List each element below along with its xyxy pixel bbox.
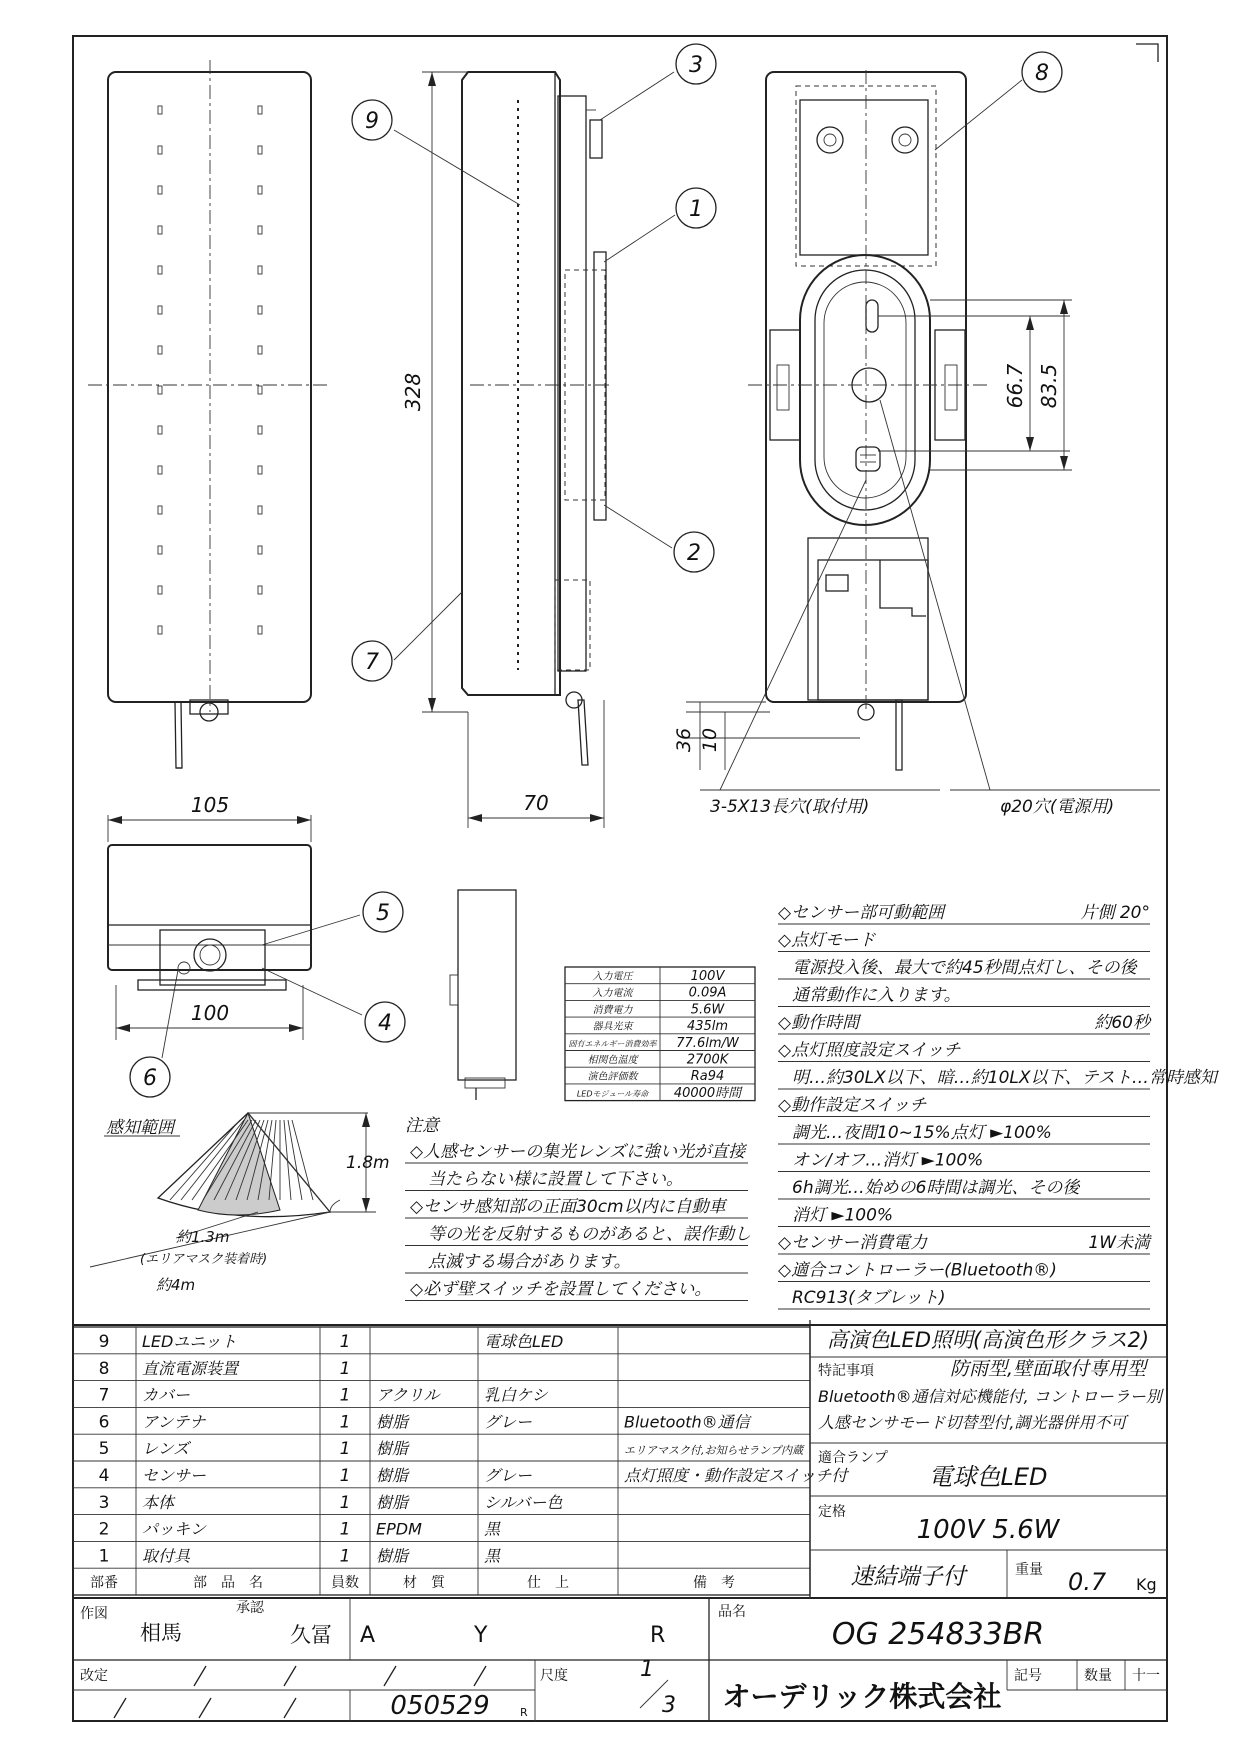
part-remark: Bluetooth®通信 [624, 1412, 750, 1432]
caution-title: 注意 [405, 1116, 439, 1136]
callout-label-5: 5 [376, 901, 390, 926]
spec-row [593, 986, 727, 1001]
right-note-value: 1W未満 [1088, 1233, 1150, 1253]
callout-label-2: 2 [687, 541, 701, 566]
part-finish: 黒 [484, 1519, 501, 1539]
scale-numerator: 1 [640, 1657, 654, 1682]
right-note-line [792, 986, 961, 1006]
parts-header-cell: 部番 [90, 1575, 118, 1592]
callout-label-7: 7 [365, 650, 379, 675]
callout-4 [365, 1002, 405, 1042]
product-label: 品名 [718, 1604, 746, 1620]
right-note-text: 電源投入後、最大で約45秒間点灯し、その後 [792, 958, 1137, 978]
right-note-line [778, 931, 876, 951]
parts-row [99, 1520, 501, 1540]
part-material: 樹脂 [376, 1466, 409, 1485]
parts-header-cell: 仕 上 [527, 1575, 569, 1592]
callout-label-4: 4 [378, 1011, 392, 1036]
part-number: 9 [98, 1332, 110, 1352]
right-note-line [792, 1206, 893, 1226]
dim-depth: 70 [523, 791, 549, 815]
parts-row [99, 1546, 501, 1566]
revision-label: 改定 [80, 1668, 108, 1684]
callout-label-1: 1 [689, 197, 703, 222]
callout-label-9: 9 [365, 109, 379, 134]
special-3: 人感センサモード切替型付,調光器併用不可 [818, 1413, 1127, 1432]
weight-value: 0.7 [1068, 1568, 1107, 1596]
part-qty: 1 [339, 1546, 351, 1567]
caution-line: 等の光を反射するものがあると、誤作動し [428, 1224, 751, 1245]
company-name: オーデリック株式会社 [722, 1680, 1002, 1713]
callout-label-6: 6 [143, 1066, 157, 1091]
spec-row [569, 1036, 740, 1051]
scale-denominator: 3 [662, 1693, 676, 1718]
sensing-title: 感知範囲 [106, 1118, 174, 1138]
caution-line: ◇センサ感知部の正面30cm以内に自動車 [410, 1197, 726, 1217]
parts-row [99, 1466, 850, 1486]
ayr-y: Y [474, 1623, 488, 1648]
spec-value: Ra94 [690, 1069, 725, 1085]
part-finish: シルバー色 [484, 1492, 563, 1512]
part-material: 樹脂 [376, 1546, 409, 1566]
mount-hole-label: 3-5X13長穴(取付用) [710, 797, 870, 817]
part-finish: 電球色LED [484, 1332, 564, 1351]
spec-value: 40000時間 [673, 1085, 742, 1101]
callout-5 [363, 892, 403, 932]
parts-row [99, 1412, 753, 1432]
callout-7 [352, 641, 392, 681]
sheet-mark: 十一 [1132, 1668, 1160, 1684]
part-material: 樹脂 [376, 1412, 409, 1432]
special-2: Bluetooth®通信対応機能付, コントローラー別 [818, 1387, 1162, 1406]
right-note-text: ◇センサー消費電力 [778, 1233, 928, 1253]
callout-label-8: 8 [1035, 61, 1049, 86]
range-r1: 約1.3m [176, 1228, 230, 1246]
approved-label: 承認 [236, 1600, 264, 1616]
callout-group [130, 44, 1062, 1097]
callout-8 [1022, 52, 1062, 92]
date-value: 050529 [390, 1691, 490, 1721]
callout-9 [352, 100, 392, 140]
front-view [88, 60, 330, 768]
weight-unit: Kg [1136, 1575, 1157, 1594]
dim-100: 100 [190, 1001, 230, 1025]
weight-label: 重量 [1015, 1562, 1043, 1578]
lamp-value: 電球色LED [928, 1463, 1048, 1491]
right-note-text: ◇点灯モード [778, 930, 876, 951]
rating-label: 定格 [818, 1504, 846, 1520]
part-remark: エリアマスク付,お知らせランプ内蔵 [624, 1444, 804, 1458]
rating-value: 100V 5.6W [916, 1515, 1060, 1545]
right-note-text: 調光…夜間10~15%点灯 ►100% [792, 1123, 1052, 1143]
right-note-line [778, 903, 1150, 923]
spec-label: 入力電流 [592, 988, 633, 1000]
caution-line: 点滅する場合があります。 [428, 1252, 631, 1272]
dim-10: 10 [699, 727, 721, 753]
part-name: センサー [142, 1466, 207, 1485]
part-material: 樹脂 [376, 1492, 409, 1512]
right-note-text: 明…約30LX以下、暗…約10LX以下、テスト…常時感知 [792, 1068, 1217, 1088]
part-finish: グレー [484, 1466, 533, 1485]
spec-value: 2700K [686, 1052, 729, 1068]
spec-value: 0.09A [688, 985, 727, 1001]
part-number: 2 [98, 1519, 110, 1540]
spec-value: 77.6lm/W [676, 1035, 739, 1051]
right-note-line [778, 1233, 1152, 1253]
right-notes [778, 903, 1220, 1309]
parts-header-cell: 員数 [331, 1575, 359, 1592]
right-note-line [778, 1261, 1057, 1281]
right-note-line [792, 958, 1139, 978]
date-suffix: R [520, 1706, 528, 1719]
right-note-line [778, 1096, 927, 1116]
power-hole-label: φ20穴(電源用) [1000, 797, 1115, 817]
dim-83-5: 83.5 [1037, 363, 1061, 409]
parts-header-cell: 部 品 名 [193, 1575, 263, 1592]
small-side-view [450, 890, 516, 1100]
part-qty: 1 [339, 1358, 351, 1379]
spec-label: LEDモジュール寿命 [576, 1089, 649, 1099]
right-note-line [778, 1041, 961, 1061]
part-name: アンテナ [142, 1412, 206, 1432]
part-finish: グレー [484, 1412, 533, 1432]
symbol-label: 記号 [1014, 1668, 1042, 1684]
part-finish: 黒 [484, 1546, 501, 1566]
caution-line: ◇必ず壁スイッチを設置してください。 [410, 1279, 712, 1300]
spec-label: 入力電圧 [592, 971, 633, 983]
bottom-view [108, 793, 311, 1040]
part-number: 1 [98, 1546, 110, 1567]
product-name: OG 254833BR [831, 1617, 1045, 1652]
part-name: 直流電源装置 [142, 1358, 239, 1378]
back-view [673, 70, 1160, 817]
special-label: 特記事項 [818, 1363, 874, 1379]
part-qty: 1 [339, 1332, 351, 1352]
spec-value: 100V [690, 969, 725, 984]
part-name: 本体 [142, 1492, 175, 1512]
side-view [401, 72, 610, 828]
category-label: 高演色LED照明(高演色形クラス2) [826, 1328, 1150, 1352]
right-note-text: オン/オフ…消灯 ►100% [792, 1150, 984, 1171]
sensing-range-diagram [90, 1113, 390, 1294]
part-name: LEDユニット [142, 1332, 237, 1351]
scale-label: 尺度 [540, 1668, 568, 1684]
spec-table [565, 967, 755, 1101]
callout-6 [130, 1057, 170, 1097]
drawn-name: 相馬 [140, 1621, 182, 1645]
part-name: 取付具 [142, 1546, 191, 1566]
callout-label-3: 3 [689, 53, 703, 78]
spec-row [593, 969, 726, 984]
right-note-text: ◇動作時間 [778, 1013, 860, 1033]
part-qty: 1 [339, 1439, 351, 1460]
right-note-line [792, 1068, 1220, 1088]
parts-row [99, 1332, 564, 1352]
right-note-text: ◇点灯照度設定スイッチ [778, 1040, 961, 1061]
part-name: レンズ [142, 1439, 190, 1459]
spec-label: 相関色温度 [587, 1055, 638, 1066]
part-number: 3 [98, 1492, 110, 1513]
right-note-line [792, 1288, 946, 1308]
spec-label: 演色評価数 [587, 1071, 638, 1083]
part-qty: 1 [339, 1466, 351, 1486]
spec-row [588, 1069, 725, 1084]
ayr-a: A [360, 1623, 376, 1648]
part-remark: 点灯照度・動作設定スイッチ付 [624, 1466, 848, 1485]
callout-2 [674, 532, 714, 572]
parts-table [73, 1327, 849, 1595]
approved-name: 久冨 [290, 1623, 332, 1647]
range-r2: 約4m [156, 1276, 196, 1294]
parts-row [99, 1439, 806, 1459]
parts-header-cell: 備 考 [693, 1575, 735, 1592]
spec-label: 固有エネルギー消費効率 [568, 1039, 657, 1049]
part-name: カバー [142, 1385, 191, 1405]
right-note-line [792, 1151, 983, 1171]
dim-36: 36 [673, 727, 695, 753]
right-note-text: 6h調光…始めの6時間は調光、その後 [792, 1178, 1080, 1198]
terminal-label: 速結端子付 [850, 1564, 966, 1590]
right-note-line [792, 1178, 1081, 1198]
part-number: 5 [98, 1439, 110, 1460]
right-note-value: 片側 20° [1080, 903, 1150, 923]
right-note-text: ◇動作設定スイッチ [778, 1095, 927, 1116]
dim-66-7: 66.7 [1003, 363, 1027, 409]
right-note-line [792, 1123, 1052, 1143]
count-label: 数量 [1084, 1668, 1112, 1684]
right-note-text: ◇適合コントローラー(Bluetooth®) [778, 1260, 1057, 1281]
range-r1-note: (エリアマスク装着時) [140, 1252, 268, 1267]
dim-height: 328 [401, 372, 425, 412]
range-height: 1.8m [346, 1153, 390, 1173]
part-name: パッキン [142, 1519, 206, 1539]
part-material: 樹脂 [376, 1439, 409, 1459]
ayr-r: R [650, 1623, 666, 1648]
spec-value: 5.6W [690, 1002, 725, 1018]
part-number: 6 [98, 1412, 110, 1433]
caution-notes [405, 1116, 751, 1301]
callout-1 [676, 188, 716, 228]
parts-row [99, 1493, 564, 1513]
parts-row [99, 1386, 549, 1406]
spec-value: 435lm [686, 1019, 729, 1035]
right-note-line [778, 1013, 1153, 1033]
caution-line: ◇人感センサーの集光レンズに強い光が直接 [410, 1142, 746, 1162]
right-note-text: RC913(タブレット) [792, 1288, 946, 1308]
dim-105: 105 [190, 793, 230, 817]
spec-row [593, 1002, 726, 1017]
part-number: 8 [98, 1358, 110, 1379]
part-number: 4 [98, 1466, 110, 1486]
callout-3 [676, 44, 716, 84]
spec-label: 消費電力 [592, 1004, 633, 1016]
part-qty: 1 [339, 1492, 351, 1513]
part-number: 7 [98, 1385, 110, 1406]
special-1: 防雨型,壁面取付専用型 [950, 1358, 1147, 1380]
drawn-label: 作図 [80, 1606, 108, 1622]
part-qty: 1 [339, 1519, 351, 1540]
part-finish: 乳白ケシ [484, 1385, 548, 1405]
caution-line: 当たらない様に設置して下さい。 [428, 1169, 683, 1190]
part-material: EPDM [376, 1519, 422, 1539]
right-note-text: 通常動作に入ります。 [792, 985, 961, 1006]
spec-label: 器具光束 [592, 1021, 633, 1033]
right-note-text: ◇センサー部可動範囲 [778, 903, 945, 923]
right-note-text: 消灯 ►100% [792, 1205, 894, 1226]
part-material: アクリル [376, 1385, 440, 1405]
part-qty: 1 [339, 1385, 351, 1406]
part-qty: 1 [339, 1412, 351, 1433]
spec-row [588, 1053, 730, 1068]
parts-header-cell: 材 質 [403, 1575, 445, 1592]
right-note-value: 約60秒 [1094, 1013, 1150, 1033]
lamp-label: 適合ランプ [818, 1450, 888, 1466]
